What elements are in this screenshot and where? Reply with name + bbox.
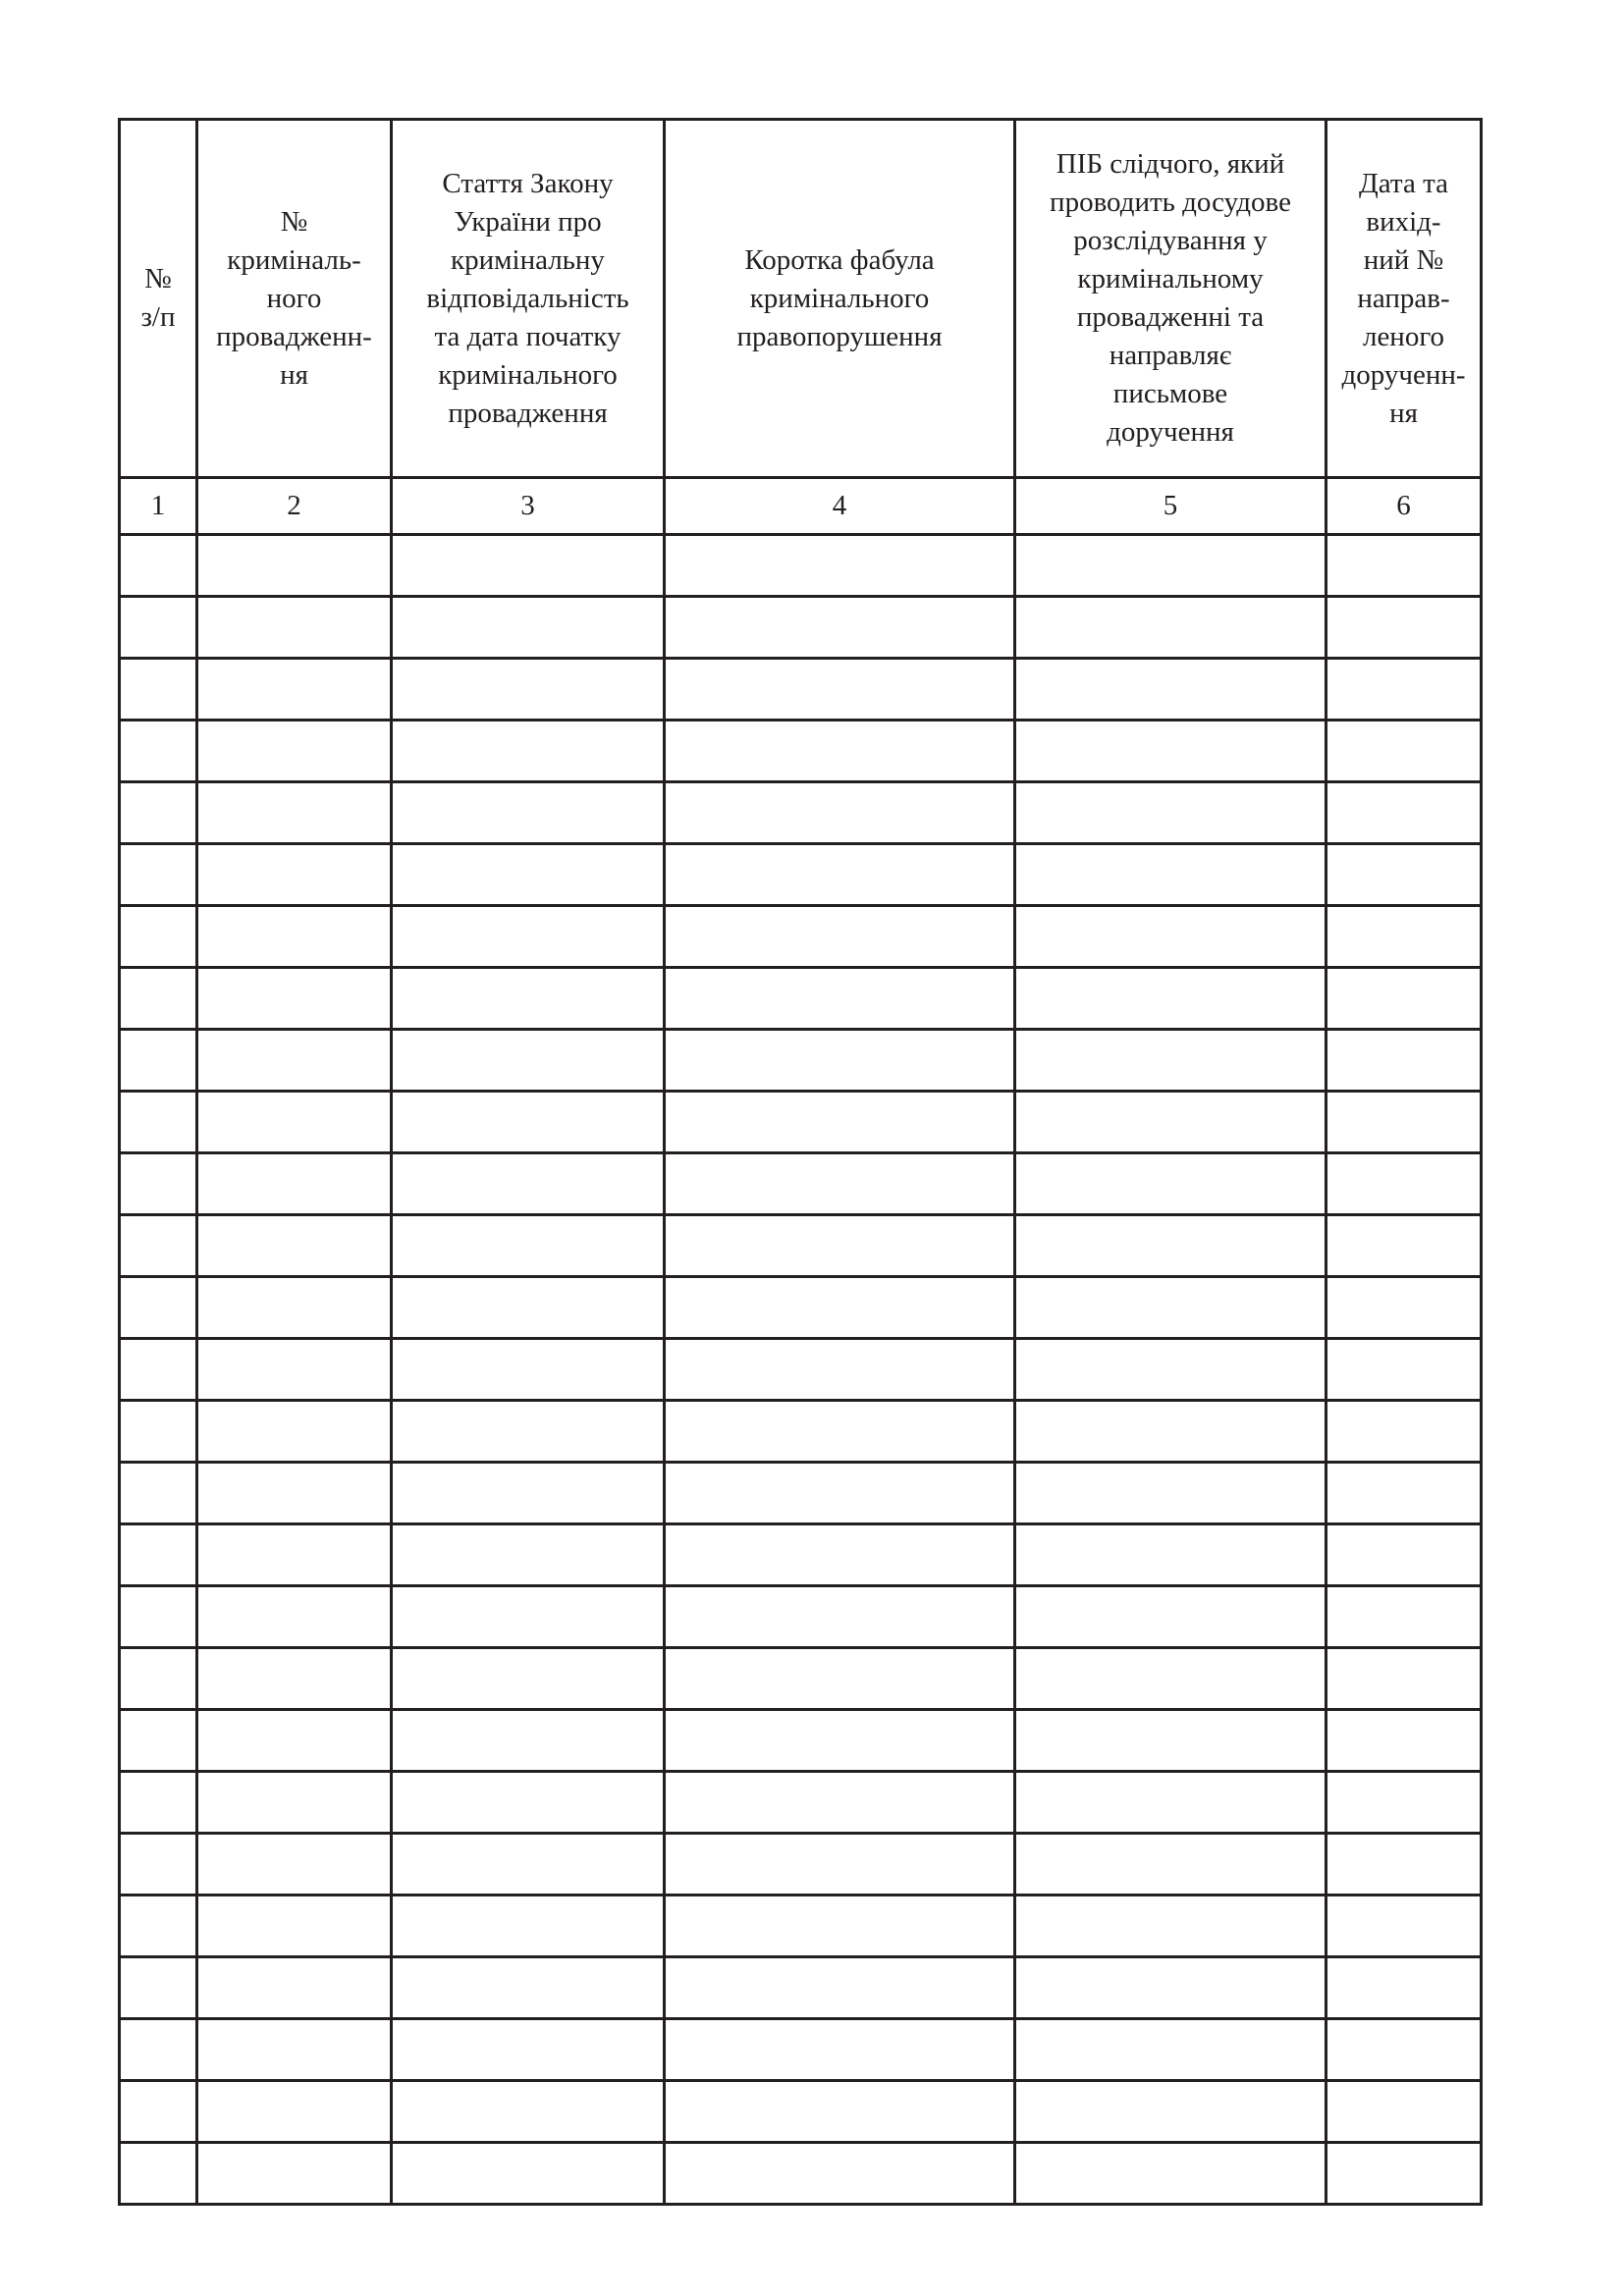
table-cell xyxy=(1326,1153,1482,1215)
table-cell xyxy=(1015,1710,1326,1772)
table-row xyxy=(120,2019,1482,2081)
col-number: 6 xyxy=(1326,478,1482,535)
table-cell xyxy=(120,968,197,1030)
table-cell xyxy=(197,1277,392,1339)
table-cell xyxy=(1015,2143,1326,2205)
table-row xyxy=(120,1710,1482,1772)
table-cell xyxy=(120,782,197,844)
table-cell xyxy=(120,1153,197,1215)
table-cell xyxy=(392,2019,665,2081)
table-cell xyxy=(120,906,197,968)
table-cell xyxy=(197,2019,392,2081)
table-cell xyxy=(1015,1834,1326,1896)
col-header-case-number: № криміналь- ного провадженн- ня xyxy=(197,120,392,478)
table-cell xyxy=(1015,1277,1326,1339)
table-cell xyxy=(1015,721,1326,782)
table-cell xyxy=(665,721,1015,782)
table-cell xyxy=(1326,1834,1482,1896)
table-cell xyxy=(1015,1030,1326,1092)
table-cell xyxy=(120,1401,197,1463)
table-row xyxy=(120,1092,1482,1153)
col-number: 2 xyxy=(197,478,392,535)
table-cell xyxy=(665,2019,1015,2081)
table-cell xyxy=(1015,1648,1326,1710)
table-cell xyxy=(197,721,392,782)
table-cell xyxy=(1326,1401,1482,1463)
table-cell xyxy=(392,1215,665,1277)
table-cell xyxy=(120,1648,197,1710)
table-cell xyxy=(197,597,392,659)
table-cell xyxy=(1015,1524,1326,1586)
table-cell xyxy=(120,1772,197,1834)
table-cell xyxy=(392,1401,665,1463)
table-cell xyxy=(120,1339,197,1401)
table-cell xyxy=(120,721,197,782)
table-cell xyxy=(1326,2081,1482,2143)
table-cell xyxy=(1326,1030,1482,1092)
table-cell xyxy=(1326,1339,1482,1401)
table-cell xyxy=(665,1772,1015,1834)
table-cell xyxy=(665,782,1015,844)
table-row xyxy=(120,535,1482,597)
table-cell xyxy=(392,1463,665,1524)
table-cell xyxy=(1015,1896,1326,1957)
table-cell xyxy=(1015,1339,1326,1401)
table-cell xyxy=(665,597,1015,659)
table-cell xyxy=(120,844,197,906)
table-cell xyxy=(665,1277,1015,1339)
table-row xyxy=(120,906,1482,968)
table-cell xyxy=(197,1215,392,1277)
table-cell xyxy=(197,659,392,721)
col-header-index: № з/п xyxy=(120,120,197,478)
table-cell xyxy=(1015,1401,1326,1463)
table-cell xyxy=(665,659,1015,721)
table-row xyxy=(120,721,1482,782)
table-cell xyxy=(1015,1772,1326,1834)
table-cell xyxy=(665,2143,1015,2205)
col-number: 3 xyxy=(392,478,665,535)
table-cell xyxy=(392,1524,665,1586)
table-row xyxy=(120,1463,1482,1524)
table-cell xyxy=(197,1834,392,1896)
table-cell xyxy=(665,2081,1015,2143)
table-cell xyxy=(665,1339,1015,1401)
table-cell xyxy=(1015,1153,1326,1215)
table-cell xyxy=(665,535,1015,597)
table-row xyxy=(120,1586,1482,1648)
table-cell xyxy=(1326,1772,1482,1834)
table-cell xyxy=(120,2081,197,2143)
table-cell xyxy=(1326,1586,1482,1648)
table-cell xyxy=(1015,906,1326,968)
table-cell xyxy=(392,1710,665,1772)
table-row xyxy=(120,1834,1482,1896)
table-cell xyxy=(1326,844,1482,906)
table-cell xyxy=(665,1092,1015,1153)
table-cell xyxy=(392,1896,665,1957)
table-cell xyxy=(1326,2143,1482,2205)
table-cell xyxy=(197,1401,392,1463)
table-cell xyxy=(1326,1524,1482,1586)
table-cell xyxy=(120,659,197,721)
table-cell xyxy=(1326,1957,1482,2019)
table-cell xyxy=(197,906,392,968)
col-header-case-summary: Коротка фабула кримінального правопорушення xyxy=(665,120,1015,478)
table-cell xyxy=(665,1153,1015,1215)
table-cell xyxy=(197,1030,392,1092)
table-cell xyxy=(1326,535,1482,597)
table-cell xyxy=(1326,1277,1482,1339)
table-cell xyxy=(1015,844,1326,906)
table-cell xyxy=(665,906,1015,968)
table-cell xyxy=(1326,1092,1482,1153)
table-cell xyxy=(1015,1215,1326,1277)
table-cell xyxy=(392,721,665,782)
table-cell xyxy=(1326,906,1482,968)
table-cell xyxy=(1015,1092,1326,1153)
table-cell xyxy=(1326,1648,1482,1710)
table-cell xyxy=(392,1586,665,1648)
table-cell xyxy=(120,2143,197,2205)
table-row xyxy=(120,1896,1482,1957)
table-cell xyxy=(1015,782,1326,844)
table-cell xyxy=(1326,721,1482,782)
table-row xyxy=(120,1524,1482,1586)
table-cell xyxy=(392,782,665,844)
table-cell xyxy=(665,1401,1015,1463)
table-cell xyxy=(392,968,665,1030)
table-cell xyxy=(120,2019,197,2081)
col-number: 4 xyxy=(665,478,1015,535)
table-cell xyxy=(197,1896,392,1957)
column-number-row xyxy=(120,478,1482,535)
table-row xyxy=(120,1401,1482,1463)
table-row xyxy=(120,2143,1482,2205)
table-cell xyxy=(392,844,665,906)
table-cell xyxy=(197,844,392,906)
table-cell xyxy=(665,1586,1015,1648)
table-cell xyxy=(120,1834,197,1896)
table-cell xyxy=(392,1834,665,1896)
table-cell xyxy=(665,844,1015,906)
table-cell xyxy=(665,1896,1015,1957)
table-cell xyxy=(392,1648,665,1710)
table-cell xyxy=(1326,968,1482,1030)
table-row xyxy=(120,597,1482,659)
table-cell xyxy=(665,1957,1015,2019)
table-cell xyxy=(120,1277,197,1339)
table-cell xyxy=(120,1215,197,1277)
table-cell xyxy=(120,1030,197,1092)
header-row xyxy=(120,120,1482,478)
table-cell xyxy=(392,535,665,597)
table-cell xyxy=(665,1710,1015,1772)
table-cell xyxy=(392,597,665,659)
table-cell xyxy=(197,1586,392,1648)
table-body xyxy=(120,535,1482,2205)
register-table xyxy=(118,118,1483,2206)
col-header-article-and-date: Стаття Закону України про кримінальну відповідальність та дата початку кримінального провадження xyxy=(392,120,665,478)
table-cell xyxy=(392,1092,665,1153)
table-cell xyxy=(197,1092,392,1153)
table-row xyxy=(120,1153,1482,1215)
table-cell xyxy=(392,906,665,968)
table-cell xyxy=(665,1834,1015,1896)
table-cell xyxy=(1326,1896,1482,1957)
table-row xyxy=(120,1277,1482,1339)
table-row xyxy=(120,1339,1482,1401)
table-cell xyxy=(1015,659,1326,721)
table-cell xyxy=(1326,1463,1482,1524)
table-cell xyxy=(120,1957,197,2019)
col-number: 5 xyxy=(1015,478,1326,535)
table-cell xyxy=(197,1463,392,1524)
table-row xyxy=(120,1215,1482,1277)
table-cell xyxy=(392,1339,665,1401)
table-cell xyxy=(197,1957,392,2019)
table-cell xyxy=(1015,1463,1326,1524)
table-cell xyxy=(120,1896,197,1957)
table-cell xyxy=(197,535,392,597)
table-cell xyxy=(1015,2019,1326,2081)
table-row xyxy=(120,2081,1482,2143)
table-cell xyxy=(197,1772,392,1834)
table-cell xyxy=(1326,659,1482,721)
table-cell xyxy=(1326,1215,1482,1277)
table-cell xyxy=(197,1648,392,1710)
table-cell xyxy=(1326,597,1482,659)
table-cell xyxy=(665,1648,1015,1710)
table-row xyxy=(120,1772,1482,1834)
table-row xyxy=(120,782,1482,844)
table-cell xyxy=(392,2081,665,2143)
table-row xyxy=(120,844,1482,906)
table-cell xyxy=(1015,1957,1326,2019)
table-cell xyxy=(197,1339,392,1401)
col-header-date-and-outgoing-number: Дата та вихід- ний № направ- леного дорученн- ня xyxy=(1326,120,1482,478)
table-row xyxy=(120,968,1482,1030)
table-cell xyxy=(197,782,392,844)
table-cell xyxy=(120,1586,197,1648)
table-cell xyxy=(120,535,197,597)
col-number: 1 xyxy=(120,478,197,535)
table-cell xyxy=(665,1463,1015,1524)
table-cell xyxy=(392,1153,665,1215)
col-header-investigator: ПІБ слідчого, який проводить досудове розслідування у кримінальному провадженні та направляє письмове доручення xyxy=(1015,120,1326,478)
table-row xyxy=(120,1648,1482,1710)
table-cell xyxy=(392,2143,665,2205)
table-row xyxy=(120,659,1482,721)
table-cell xyxy=(1326,2019,1482,2081)
table-cell xyxy=(1015,2081,1326,2143)
table-cell xyxy=(1015,1586,1326,1648)
table-row xyxy=(120,1957,1482,2019)
table-cell xyxy=(1015,535,1326,597)
table-cell xyxy=(665,1030,1015,1092)
table-cell xyxy=(1326,782,1482,844)
table-cell xyxy=(197,2081,392,2143)
table-cell xyxy=(120,1524,197,1586)
table-cell xyxy=(197,1524,392,1586)
table-cell xyxy=(120,597,197,659)
table-cell xyxy=(197,1153,392,1215)
table-cell xyxy=(120,1710,197,1772)
table-cell xyxy=(392,1957,665,2019)
table-cell xyxy=(1015,597,1326,659)
table-cell xyxy=(1015,968,1326,1030)
table-cell xyxy=(392,1030,665,1092)
table-cell xyxy=(665,1524,1015,1586)
table-row xyxy=(120,1030,1482,1092)
table-cell xyxy=(197,968,392,1030)
table-cell xyxy=(392,1772,665,1834)
table-cell xyxy=(665,1215,1015,1277)
table-cell xyxy=(120,1463,197,1524)
table-cell xyxy=(197,2143,392,2205)
table-cell xyxy=(665,968,1015,1030)
table-cell xyxy=(197,1710,392,1772)
table-cell xyxy=(120,1092,197,1153)
table-cell xyxy=(392,659,665,721)
table-cell xyxy=(392,1277,665,1339)
table-cell xyxy=(1326,1710,1482,1772)
